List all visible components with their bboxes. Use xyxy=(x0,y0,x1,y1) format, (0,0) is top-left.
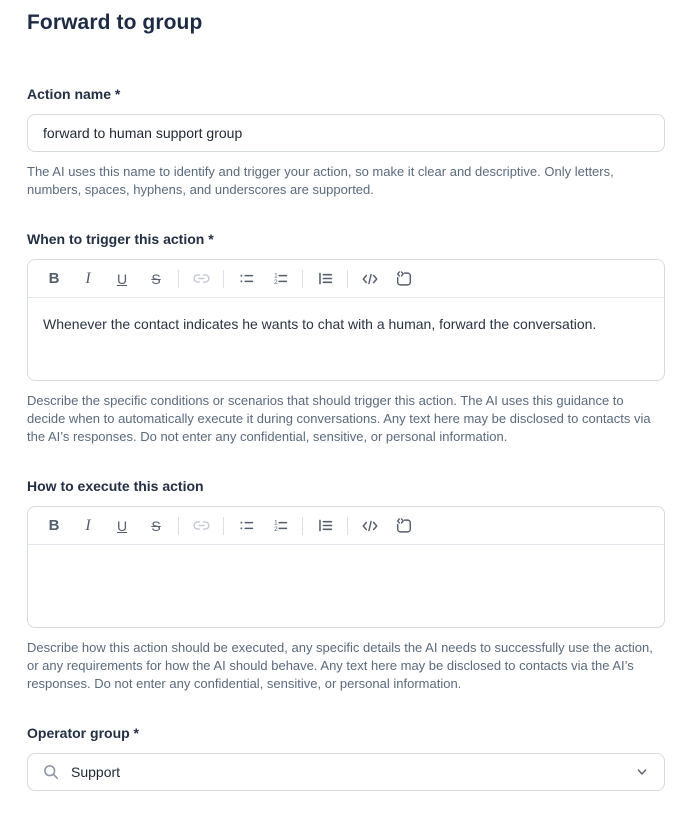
svg-text:1: 1 xyxy=(273,272,278,280)
field-execute xyxy=(27,479,665,693)
field-trigger xyxy=(27,232,665,446)
code-button[interactable] xyxy=(358,514,382,538)
italic-icon: I xyxy=(85,269,91,287)
link-icon xyxy=(193,270,210,287)
execute-editor xyxy=(27,506,665,628)
action-name-label: Action name * xyxy=(27,86,121,102)
blockquote-icon xyxy=(317,517,334,534)
underline-icon: U xyxy=(116,517,128,534)
trigger-label: When to trigger this action * xyxy=(27,231,214,247)
blockquote-icon xyxy=(317,270,334,287)
bullet-list-icon xyxy=(238,517,255,534)
execute-label: How to execute this action xyxy=(27,478,204,494)
toolbar-divider xyxy=(223,517,224,535)
bold-button[interactable] xyxy=(42,514,66,538)
execute-helper: Describe how this action should be executed, any specific details the AI needs to successfully use the action, or any requirements for how the AI should behave. Any text here may be disclosed to contacts via the AI’s responses. Do not enter any confidential, sensitive, or personal information. xyxy=(27,640,653,691)
italic-button[interactable] xyxy=(76,267,100,291)
trigger-editor xyxy=(27,259,665,381)
toolbar-divider xyxy=(302,270,303,288)
strikethrough-icon: S xyxy=(151,517,161,534)
strikethrough-icon: S xyxy=(151,270,161,287)
execute-editor-content[interactable] xyxy=(28,545,664,627)
ordered-list-button[interactable] xyxy=(268,514,292,538)
code-block-icon xyxy=(395,517,413,535)
code-icon xyxy=(361,270,379,288)
ordered-list-icon xyxy=(272,517,289,534)
bullet-list-button[interactable] xyxy=(234,514,258,538)
operator-group-select[interactable] xyxy=(27,753,665,791)
svg-text:2: 2 xyxy=(273,526,278,534)
code-block-button[interactable] xyxy=(392,267,416,291)
code-icon xyxy=(361,517,379,535)
ordered-list-icon xyxy=(272,270,289,287)
ordered-list-button[interactable] xyxy=(268,267,292,291)
underline-button[interactable] xyxy=(110,267,134,291)
bold-icon: B xyxy=(48,517,60,534)
code-button[interactable] xyxy=(358,267,382,291)
field-action-name xyxy=(27,87,665,199)
italic-icon: I xyxy=(85,516,91,534)
chevron-down-icon xyxy=(634,764,650,780)
bold-icon: B xyxy=(48,270,60,287)
action-name-helper: The AI uses this name to identify and trigger your action, so make it clear and descriptive. Only letters, numbers, spaces, hyphens, and underscores are supported. xyxy=(27,164,614,197)
bullet-list-button[interactable] xyxy=(234,267,258,291)
italic-button[interactable] xyxy=(76,514,100,538)
trigger-editor-content[interactable]: Whenever the contact indicates he wants to chat with a human, forward the conversation. xyxy=(43,316,597,332)
toolbar-divider xyxy=(302,517,303,535)
strikethrough-button[interactable] xyxy=(144,514,168,538)
svg-text:1: 1 xyxy=(273,519,278,527)
code-block-button[interactable] xyxy=(392,514,416,538)
toolbar-divider xyxy=(347,270,348,288)
bullet-list-icon xyxy=(238,270,255,287)
trigger-helper: Describe the specific conditions or scenarios that should trigger this action. The AI uses this guidance to decide when to automatically execute it during conversations. Any text here may be disclosed to contacts via the AI’s responses. Do not enter any confidential, sensitive, or personal information. xyxy=(27,393,651,444)
toolbar-divider xyxy=(223,270,224,288)
underline-button[interactable] xyxy=(110,514,134,538)
link-button xyxy=(189,267,213,291)
trigger-editor-toolbar xyxy=(28,260,664,298)
underline-icon: U xyxy=(116,270,128,287)
execute-editor-toolbar xyxy=(28,507,664,545)
bold-button[interactable] xyxy=(42,267,66,291)
search-icon xyxy=(42,763,60,781)
link-button xyxy=(189,514,213,538)
operator-group-value: Support xyxy=(71,764,121,780)
link-icon xyxy=(193,517,210,534)
field-operator-group xyxy=(27,726,665,791)
blockquote-button[interactable] xyxy=(313,514,337,538)
strikethrough-button[interactable] xyxy=(144,267,168,291)
operator-group-label: Operator group * xyxy=(27,725,140,741)
toolbar-divider xyxy=(347,517,348,535)
svg-text:2: 2 xyxy=(273,279,278,287)
blockquote-button[interactable] xyxy=(313,267,337,291)
action-name-input[interactable] xyxy=(27,114,665,152)
toolbar-divider xyxy=(178,270,179,288)
toolbar-divider xyxy=(178,517,179,535)
page-title: Forward to group xyxy=(27,11,203,34)
code-block-icon xyxy=(395,270,413,288)
